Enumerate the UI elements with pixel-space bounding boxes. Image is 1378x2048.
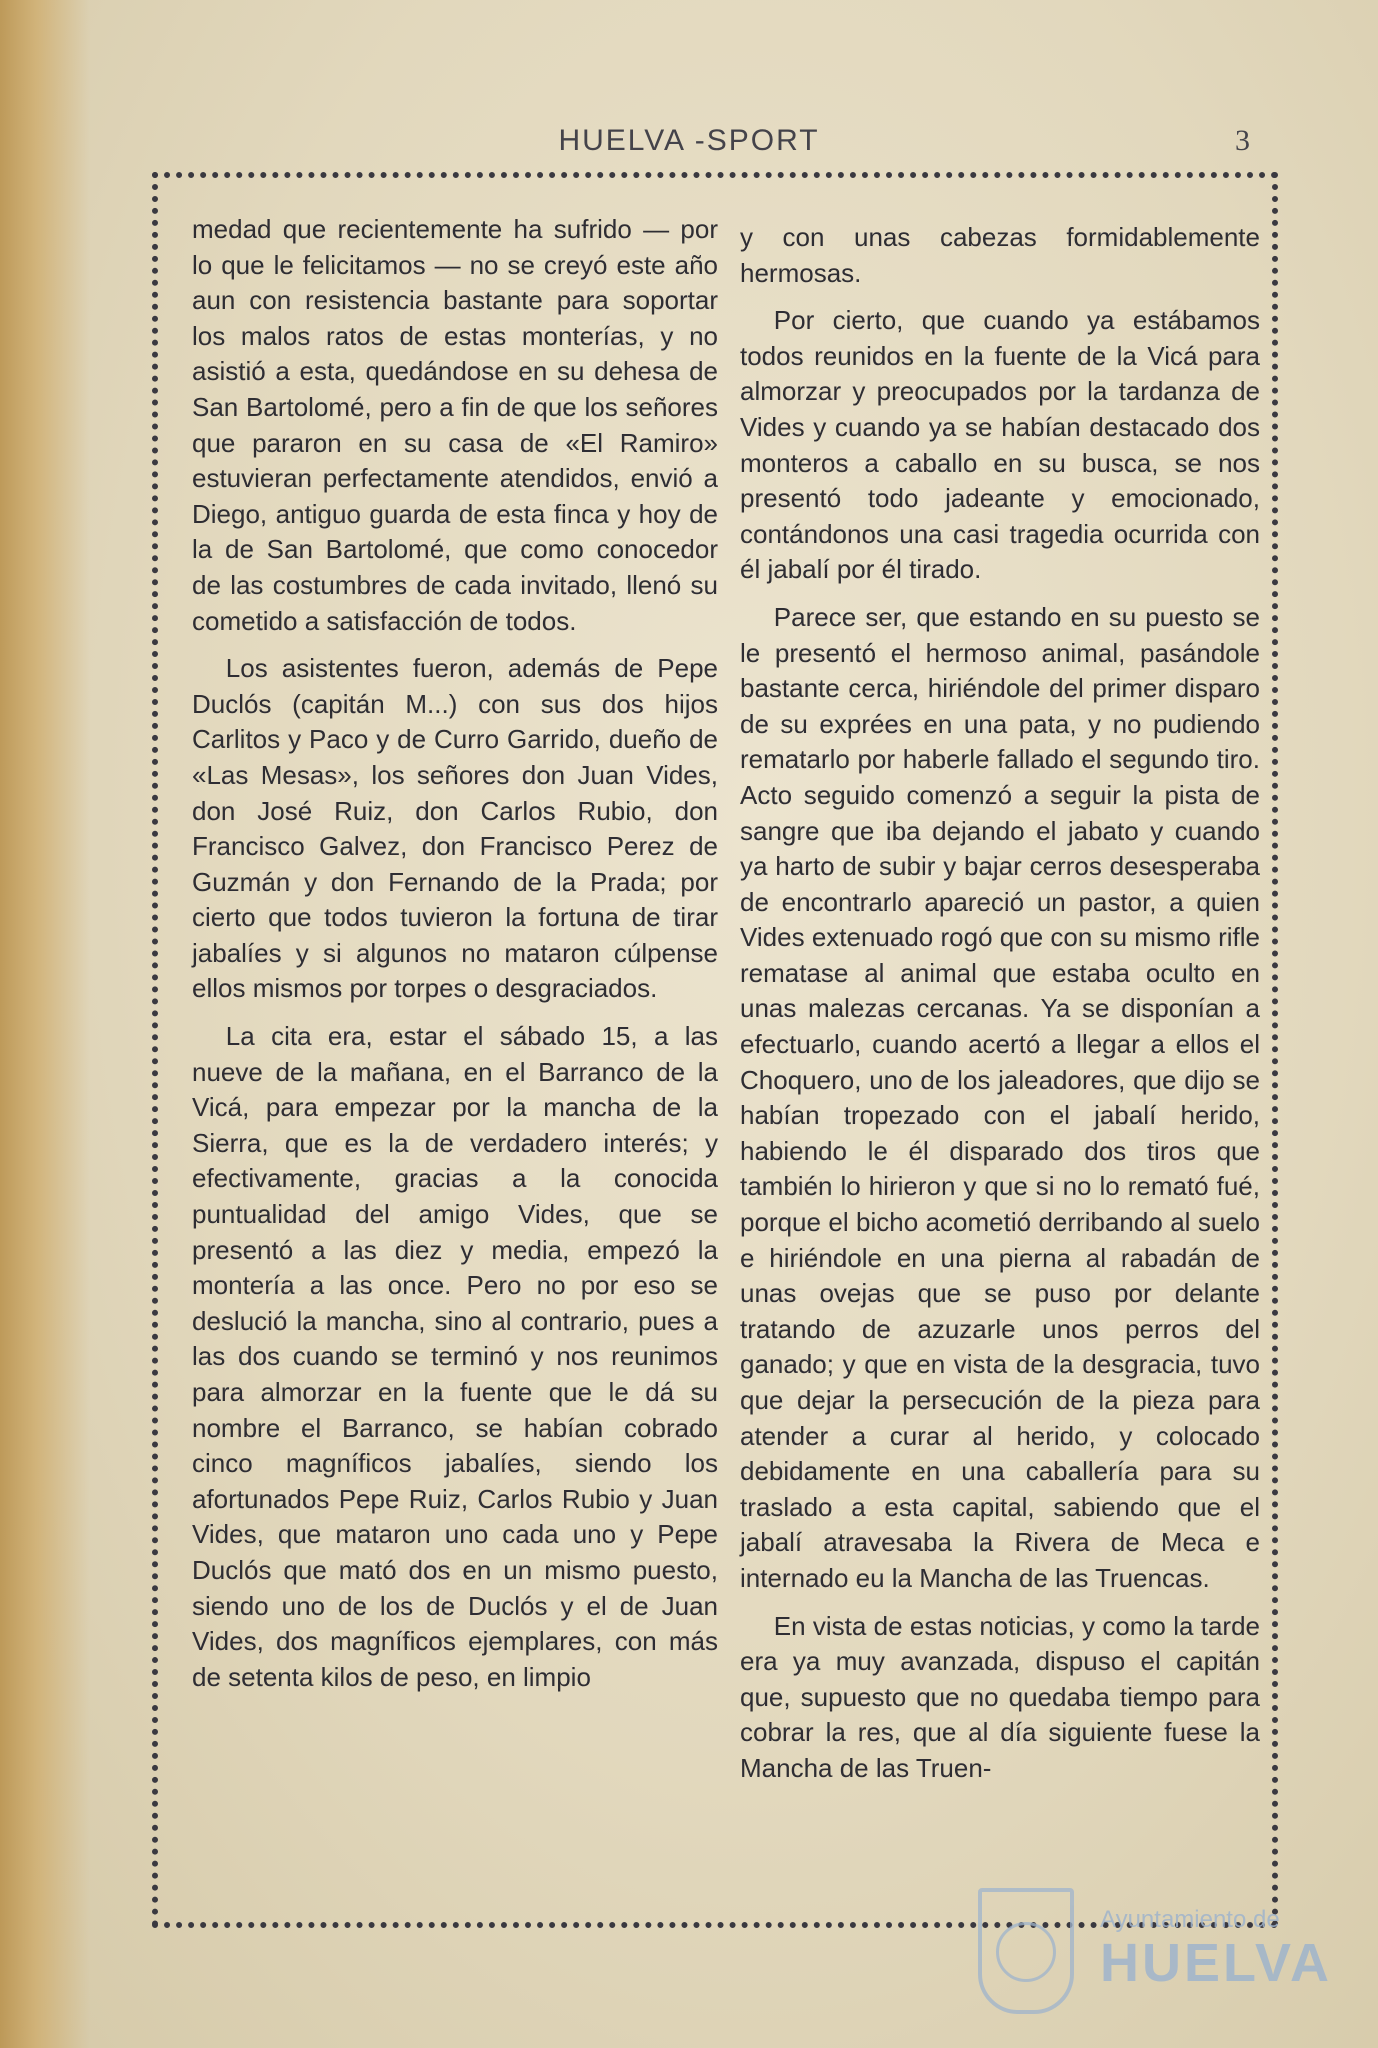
page-edge-stain — [0, 0, 90, 2048]
paragraph: Por cierto, que cuando ya estábamos todos reunidos en la fuente de la Vicá para almorzar y preocupados por la tardanza de Vides y cuando ya se habían destacado dos monteros a caballo en su busca, se nos presentó todo jadeante y emocionado, contándonos una casi tragedia ocurrida con él jabalí por él tirado. — [740, 305, 1260, 585]
paragraph: Parece ser, que estando en su puesto se le presentó el hermoso animal, pasándole bastante cerca, hiriéndole del primer disparo de su exprées en una pata, y no pudiendo rematarlo por haberle fallado el segundo tiro. Acto seguido comenzó a seguir la pista de sangre que iba dejando el jabato y cuando ya harto de subir y bajar cerros desesperaba de encontrarlo apareció un pastor, a quien Vides extenuado rogó que con su mismo rifle rematase al animal que estaba oculto en unas malezas cercanas. Ya se disponían a efectuarlo, cuando acertó a llegar a ellos el Choquero, uno de los jaleadores, que dijo se habían tropezado con el jabalí herido, habiendo le él disparado dos tiros que también lo hirieron y que si no lo remató fué, porque el bicho acometió derribando al suelo e hiriéndole en una pierna al rabadán de unas ovejas que se puso por delante tratando de azuzarle unos perros del ganado; y que en vista de la desgracia, tuvo que dejar la persecución de la pieza para atender a curar al herido, y colocado debidamente en una caballería para su traslado a esta capital, sabiendo que el jabalí atravesaba la Rivera de Meca e internado eu la Mancha de las Truencas. — [740, 601, 1260, 1593]
watermark-line2: HUELVA — [1100, 1933, 1332, 1993]
page-header — [0, 118, 1378, 168]
paragraph: Los asistentes fueron, además de Pepe Duclós (capitán M...) con sus dos hijos Carlitos y Paco y de Curro Garrido, dueño de «Las Mesas», los señores don Juan Vides, don José Ruiz, don Carlos Rubio, don Francisco Galvez, don Francisco Perez de Guzmán y don Fernando de la Prada; por cierto que todos tuvieron la fortuna de tirar jabalíes y si algunos no mataron cúlpense ellos mismos por torpes o desgraciados. — [192, 653, 718, 1004]
coat-of-arms-icon — [978, 1888, 1074, 2014]
paragraph: medad que recientemente ha sufrido — por lo que le felicitamos — no se creyó este año aun con resistencia bastante para soportar los malos ratos de estas monterías, y no asistió a esta, quedándose en su dehesa de San Bartolomé, pero a fin de que los señores que pararon en su casa de «El Ramiro» estuvieran perfectamente atendidos, envió a Diego, antiguo guarda de esta finca y hoy de la de San Bartolomé, que como conocedor de las costumbres de cada invitado, llenó su cometido a satisfacción de todos. — [192, 214, 718, 636]
paragraph: En vista de estas noticias, y como la tarde era ya muy avanzada, dispuso el capitán que, supuesto que no quedaba tiempo para cobrar la res, que al día siguiente fuese la Mancha de las Truen- — [740, 1610, 1260, 1783]
paragraph: y con unas cabezas formidablemente hermosas. — [740, 222, 1260, 288]
page-number: 3 — [1235, 124, 1250, 157]
left-column — [192, 212, 718, 1707]
paragraph: La cita era, estar el sábado 15, a las nueve de la mañana, en el Barranco de la Vicá, para empezar por la mancha de la Sierra, que es la de verdadero interés; y efectivamente, gracias a la conocida puntualidad del amigo Vides, que se presentó a las diez y media, empezó la montería a las once. Pero no por eso se deslució la mancha, sino al contrario, pues a las dos cuando se terminó y nos reunimos para almorzar en la fuente que le dá su nombre el Barranco, se habían cobrado cinco magníficos jabalíes, siendo los afortunados Pepe Ruiz, Carlos Rubio y Juan Vides, que mataron uno cada uno y Pepe Duclós que mató dos en un mismo puesto, siendo uno de los de Duclós y el de Juan Vides, dos magníficos ejemplares, con más de setenta kilos de peso, en limpio — [192, 1021, 718, 1692]
running-title: HUELVA -SPORT — [558, 124, 820, 157]
archive-watermark — [960, 1880, 1340, 2030]
watermark-line1: Ayuntamiento de — [1100, 1906, 1280, 1933]
right-column — [740, 220, 1260, 1799]
